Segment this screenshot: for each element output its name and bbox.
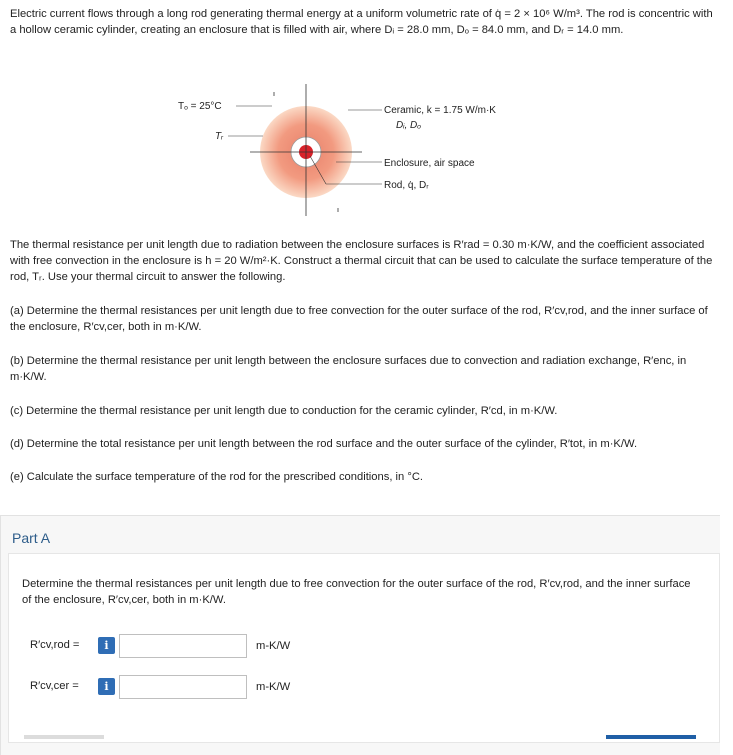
r-cv-cer-input[interactable] — [119, 675, 247, 699]
submit-button-edge[interactable] — [606, 735, 696, 739]
secondary-button-edge[interactable] — [24, 735, 104, 739]
r-cv-rod-input[interactable] — [119, 634, 247, 658]
to-label: Tₒ = 25°C — [178, 101, 222, 112]
cross-section-figure — [160, 84, 520, 220]
rod-label: Rod, q̇, Dᵣ — [384, 180, 429, 191]
problem-intro: Electric current flows through a long rod generating thermal energy at a uniform volumetric rate of q̇ = 2 × 10⁶ W/m³. The rod is concentric with a hollow ceramic cylinder, creating an enclosure that is filled with air, where Dᵢ = 28.0 mm, Dₒ = 84.0 mm, and Dᵣ = 14.0 mm. — [10, 8, 713, 36]
diameter-label: Dᵢ, Dₒ — [396, 120, 422, 131]
r-cv-rod-unit: m-K/W — [256, 640, 291, 652]
info-icon[interactable]: i — [98, 678, 115, 695]
problem-part-b: (b) Determine the thermal resistance per unit length between the enclosure surfaces due to convection and radiation exchange, R′enc, in m·K/W. — [10, 355, 687, 383]
problem-part-c: (c) Determine the thermal resistance per unit length due to conduction for the ceramic cylinder, R′cd, in m·K/W. — [10, 405, 558, 417]
part-a-title: Part A — [12, 530, 51, 546]
r-cv-cer-unit: m-K/W — [256, 681, 291, 693]
info-icon[interactable]: i — [98, 637, 115, 654]
r-cv-cer-label: R′cv,cer = — [30, 680, 79, 692]
problem-part-a: (a) Determine the thermal resistances per unit length due to free convection for the outer surface of the rod, R′cv,rod, and the inner surface of the enclosure, R′cv,cer, both in m·K/W. — [10, 305, 708, 333]
part-a-question: Determine the thermal resistances per unit length due to free convection for the outer surface of the rod, R′cv,rod, and the inner surface of the enclosure, R′cv,cer, both in m·K/W. — [22, 578, 691, 606]
problem-part-e: (e) Calculate the surface temperature of the rod for the prescribed conditions, in °C. — [10, 471, 424, 483]
tr-label: Tᵣ — [215, 131, 224, 142]
r-cv-rod-label: R′cv,rod = — [30, 639, 80, 651]
ceramic-label: Ceramic, k = 1.75 W/m·K — [384, 105, 496, 116]
problem-thermal-text: The thermal resistance per unit length due to radiation between the enclosure surfaces is R′rad = 0.30 m·K/W, and the coefficient associated with free convection in the enclosure is h = 20 W/m²·K. Construct a thermal circuit that can be used to calculate the surface temperature of the rod, Tᵣ. Use your thermal circuit to answer the following. — [10, 239, 713, 283]
enclosure-label: Enclosure, air space — [384, 158, 475, 169]
rod-cylinder-diagram — [160, 84, 520, 220]
problem-part-d: (d) Determine the total resistance per unit length between the rod surface and the outer surface of the cylinder, R′tot, in m·K/W. — [10, 438, 638, 450]
